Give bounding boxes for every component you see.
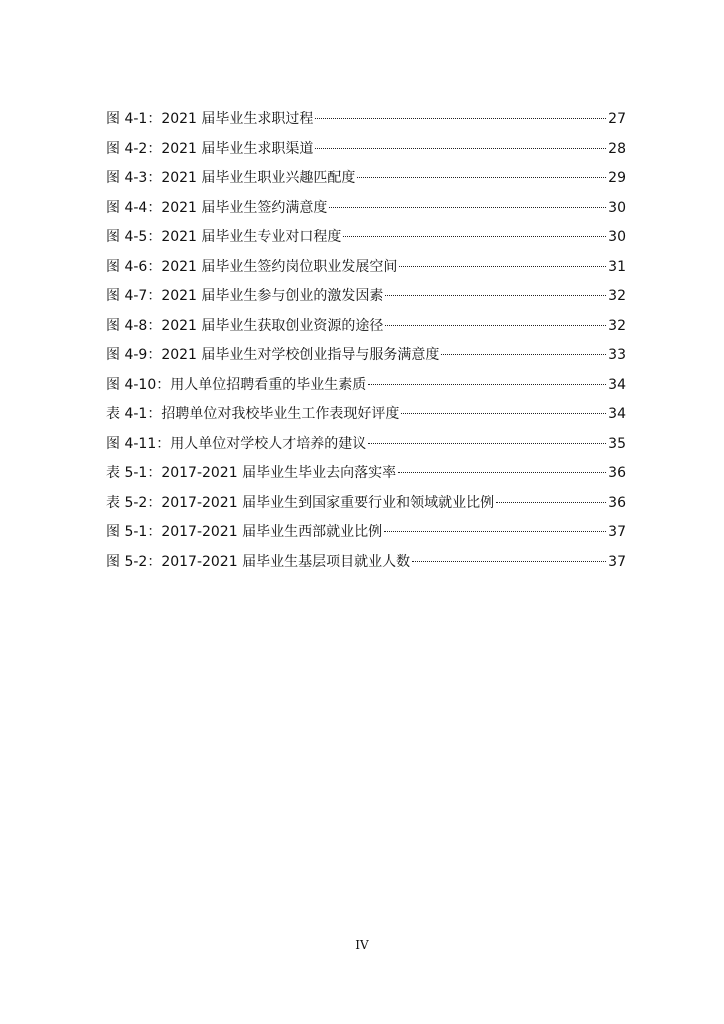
toc-dot-leader (496, 502, 606, 503)
toc-dot-leader (343, 236, 606, 237)
toc-entry-title: 表 5-1：2017-2021 届毕业生毕业去向落实率 (106, 465, 397, 481)
toc-entry-page-number: 30 (608, 199, 626, 216)
toc-entry[interactable] (106, 374, 626, 404)
toc-entry-page-number: 30 (608, 229, 626, 245)
toc-entry[interactable] (106, 256, 626, 286)
toc-dot-leader (368, 443, 606, 444)
toc-entry-title: 图 4-5：2021 届毕业生专业对口程度 (106, 229, 342, 245)
toc-entry-title: 图 4-11：用人单位对学校人才培养的建议 (106, 435, 367, 452)
toc-dot-leader (401, 413, 606, 414)
toc-entry-page-number: 33 (608, 347, 626, 363)
toc-entry[interactable] (106, 138, 626, 168)
toc-entry-page-number: 28 (608, 140, 626, 157)
toc-entry-page-number: 32 (608, 288, 626, 304)
toc-dot-leader (385, 325, 606, 326)
toc-entry-title: 图 4-3：2021 届毕业生职业兴趣匹配度 (106, 170, 356, 186)
toc-entry[interactable] (106, 492, 626, 522)
toc-dot-leader (399, 266, 606, 267)
toc-entry[interactable] (106, 344, 626, 374)
toc-entry-page-number: 37 (608, 524, 626, 540)
toc-entry[interactable] (106, 108, 626, 138)
toc-dot-leader (329, 207, 606, 208)
toc-entry-title: 表 5-2：2017-2021 届毕业生到国家重要行业和领域就业比例 (106, 494, 495, 511)
toc-entry[interactable] (106, 197, 626, 227)
toc-dot-leader (315, 118, 606, 119)
toc-dot-leader (368, 384, 606, 385)
toc-entry-title: 图 4-10：用人单位招聘看重的毕业生素质 (106, 376, 367, 393)
toc-entry[interactable] (106, 521, 626, 551)
toc-dot-leader (441, 354, 606, 355)
toc-entry-page-number: 37 (608, 553, 626, 570)
toc-entry-title: 图 4-4：2021 届毕业生签约满意度 (106, 199, 328, 216)
toc-entry-page-number: 35 (608, 435, 626, 452)
toc-entry-page-number: 36 (608, 465, 626, 481)
toc-entry-page-number: 34 (608, 406, 626, 422)
toc-dot-leader (398, 472, 606, 473)
toc-entry-page-number: 34 (608, 376, 626, 393)
toc-entry-title: 表 4-1：招聘单位对我校毕业生工作表现好评度 (106, 406, 400, 422)
toc-entry[interactable] (106, 462, 626, 492)
toc-entry[interactable] (106, 315, 626, 345)
toc-entry-title: 图 5-2：2017-2021 届毕业生基层项目就业人数 (106, 553, 411, 570)
toc-entry-title: 图 5-1：2017-2021 届毕业生西部就业比例 (106, 524, 383, 540)
toc-entry-page-number: 36 (608, 494, 626, 511)
toc-entry-title: 图 4-8：2021 届毕业生获取创业资源的途径 (106, 317, 384, 334)
table-of-figures (106, 108, 626, 580)
toc-entry-title: 图 4-9：2021 届毕业生对学校创业指导与服务满意度 (106, 347, 440, 363)
toc-entry-page-number: 27 (608, 111, 626, 127)
toc-dot-leader (385, 295, 606, 296)
toc-entry-page-number: 31 (608, 258, 626, 275)
toc-entry-title: 图 4-1：2021 届毕业生求职过程 (106, 111, 314, 127)
toc-entry-title: 图 4-7：2021 届毕业生参与创业的激发因素 (106, 288, 384, 304)
toc-entry[interactable] (106, 551, 626, 581)
toc-entry[interactable] (106, 403, 626, 433)
toc-entry-title: 图 4-2：2021 届毕业生求职渠道 (106, 140, 314, 157)
toc-entry[interactable] (106, 226, 626, 256)
toc-entry[interactable] (106, 167, 626, 197)
toc-entry[interactable] (106, 433, 626, 463)
toc-dot-leader (384, 531, 606, 532)
toc-entry-page-number: 32 (608, 317, 626, 334)
toc-dot-leader (357, 177, 606, 178)
toc-dot-leader (315, 148, 606, 149)
page-number: IV (355, 938, 369, 952)
toc-entry-page-number: 29 (608, 170, 626, 186)
toc-dot-leader (412, 561, 606, 562)
toc-entry[interactable] (106, 285, 626, 315)
toc-entry-title: 图 4-6：2021 届毕业生签约岗位职业发展空间 (106, 258, 398, 275)
